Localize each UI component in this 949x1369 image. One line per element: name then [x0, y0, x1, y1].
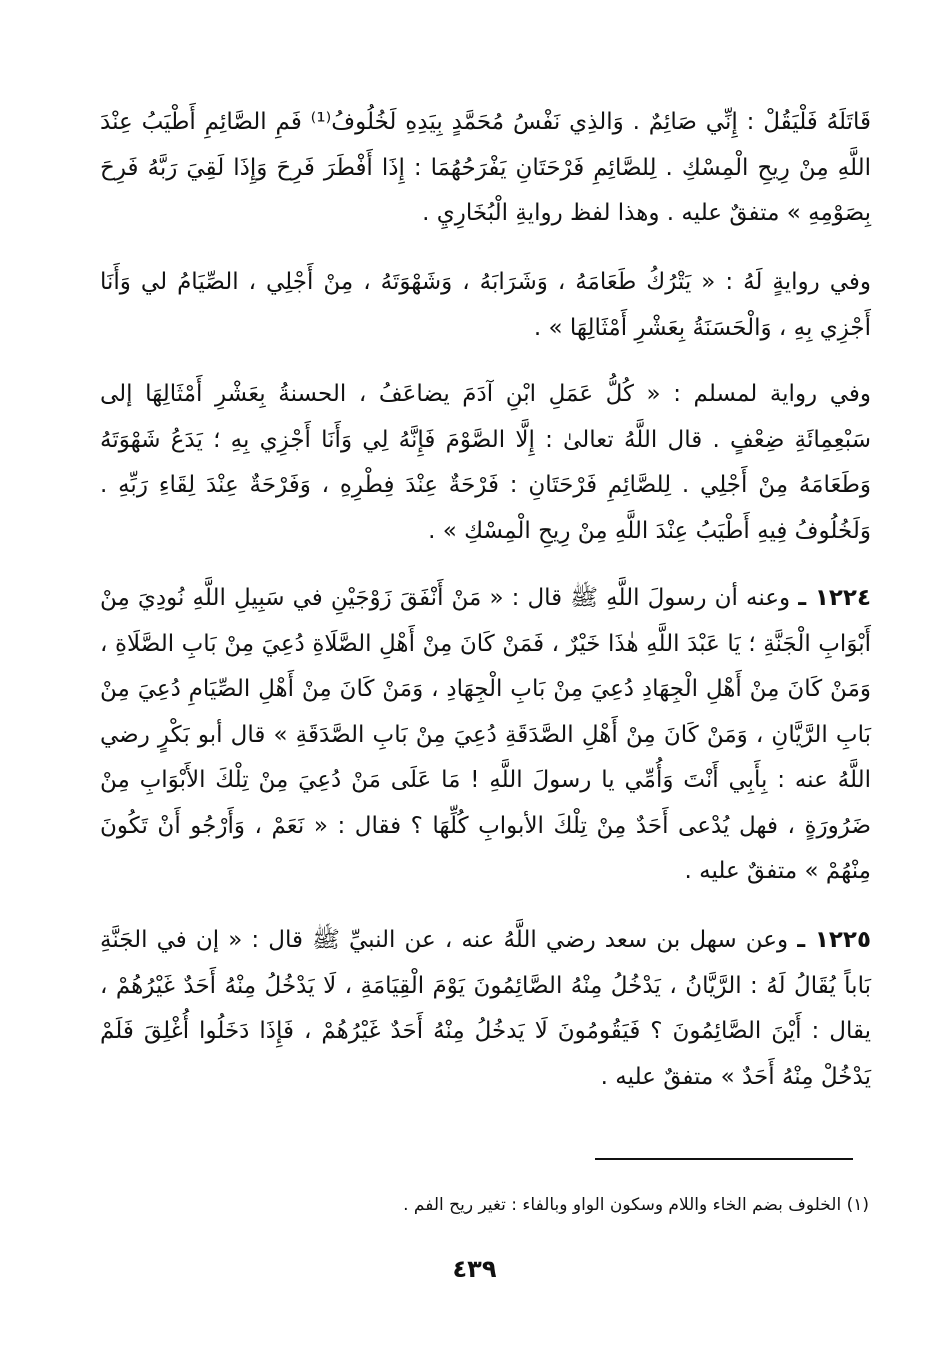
footnote: (١) الخلوف بضم الخاء واللام وسكون الواو وبالفاء : تغير ريح الفم .: [403, 1195, 869, 1215]
paragraph-muslim-variant: [100, 372, 871, 554]
footnote-divider: [595, 1158, 853, 1160]
hadith-1224: [100, 576, 871, 895]
hadith-1225: [100, 918, 871, 1100]
hadith-1225-number: ١٢٢٥ ـ: [797, 927, 871, 953]
paragraph-2-text: وفي روايةٍ لَهُ : « يَتْرُكُ طَعَامَهُ ، وَشَرَابَهُ ، وَشَهْوَتَهُ ، مِنْ أَجْلِي ، الصِّيَامُ لي وَأَنَا أَجْزِي بِهِ ، وَالْحَسَنَةُ بِعَشْرِ أَمْثَالِهَا » .: [100, 269, 871, 341]
paragraph-1-text: قَاتَلَهُ فَلْيَقُلْ : إِنِّي صَائِمٌ . وَالذِي نَفْسُ مُحَمَّدٍ بِيَدِهِ لَخُلُوفُ⁽¹⁾ فَمِ الصَّائِمِ أَطْيَبُ عِنْدَ اللَّهِ مِنْ رِيحِ الْمِسْكِ . لِلصَّائِمِ فَرْحَتَانِ يَفْرَحُهُمَا : إِذَا أَفْطَرَ فَرِحَ وَإِذَا لَقِيَ رَبَّهُ فَرِحَ بِصَوْمِهِ » متفقٌ عليه . وهذا لفظ روايةِ الْبُخَارِيِ .: [100, 109, 871, 226]
hadith-1224-paragraph: [100, 576, 871, 895]
hadith-1224-text: وعنه أن رسولَ اللَّهِ ﷺ قال : « مَنْ أَنْفَقَ زَوْجَيْنِ في سَبِيلِ اللَّهِ نُودِيَ مِنْ أَبْوَابِ الْجَنَّةِ ؛ يَا عَبْدَ اللَّهِ هٰذَا خَيْرٌ ، فَمَنْ كَانَ مِنْ أَهْلِ الصَّلَاةِ دُعِيَ مِنْ بَابِ الصَّلَاةِ ، وَمَنْ كَانَ مِنْ أَهْلِ الْجِهَادِ دُعِيَ مِنْ بَابِ الْجِهَادِ ، وَمَنْ كَانَ مِنْ أَهْلِ الصِّيَامِ دُعِيَ مِنْ بَابِ الرَّيَّانِ ، وَمَنْ كَانَ مِنْ أَهْلِ الصَّدَقَةِ دُعِيَ مِنْ بَابِ الصَّدَقَةِ » قال أبو بَكْرٍ رضي اللَّهُ عنه : بِأَبِي أَنْتَ وَأُمِّي يا رسولَ اللَّهِ ! مَا عَلَى مَنْ دُعِيَ مِنْ تِلْكَ الأَبْوَابِ مِنْ ضَرُورَةٍ ، فهل يُدْعى أَحَدٌ مِنْ تِلْكَ الأبوابِ كُلِّهَا ؟ فقال : « نَعَمْ ، وَأَرْجُو أَنْ تَكُونَ مِنْهُمْ » متفقٌ عليه .: [100, 585, 871, 884]
hadith-1224-number: ١٢٢٤ ـ: [798, 585, 872, 611]
paragraph-bukhari-variant: [100, 260, 871, 351]
hadith-1225-paragraph: [100, 918, 871, 1100]
paragraph-3-text: وفي رواية لمسلم : « كُلُّ عَمَلِ ابْنِ آدَمَ يضاعَفُ ، الحسنةُ بِعَشْرِ أَمْثَالِهَا إلى سَبْعِمِائَةِ ضِعْفٍ . قال اللَّهُ تعالىٰ : إِلَّا الصَّوْمَ فَإِنَّهُ لِي وَأَنَا أَجْزِي بِهِ ؛ يَدَعُ شَهْوَتَهُ وَطَعَامَهُ مِنْ أَجْلِي . لِلصَّائِمِ فَرْحَتَانِ : فَرْحَةٌ عِنْدَ فِطْرِهِ ، وَفَرْحَةٌ عِنْدَ لِقَاءِ رَبِّهِ . وَلَخُلُوفُ فِيهِ أَطْيَبُ عِنْدَ اللَّهِ مِنْ رِيحِ الْمِسْكِ » .: [100, 381, 871, 544]
page-number: ٤٣٩: [452, 1255, 497, 1283]
paragraph-continuation: [100, 100, 871, 237]
hadith-1225-text: وعن سهل بن سعد رضي اللَّهُ عنه ، عن النبيِّ ﷺ قال : « إن في الجَنَّةِ بَاباً يُقَالُ لَهُ : الرَّيَّانُ ، يَدْخُلُ مِنْهُ الصَّائِمُونَ يَوْمَ الْقِيَامَةِ ، لَا يَدْخُلُ مِنْهُ أَحَدٌ غَيْرُهُمْ ، يقال : أَيْنَ الصَّائِمُونَ ؟ فَيَقُومُونَ لَا يَدخُلُ مِنْهُ أَحَدٌ غَيْرُهُمْ ، فَإِذَا دَخَلُوا أُغْلِقَ فَلَمْ يَدْخُلْ مِنْهُ أَحَدٌ » متفقٌ عليه .: [100, 927, 871, 1090]
